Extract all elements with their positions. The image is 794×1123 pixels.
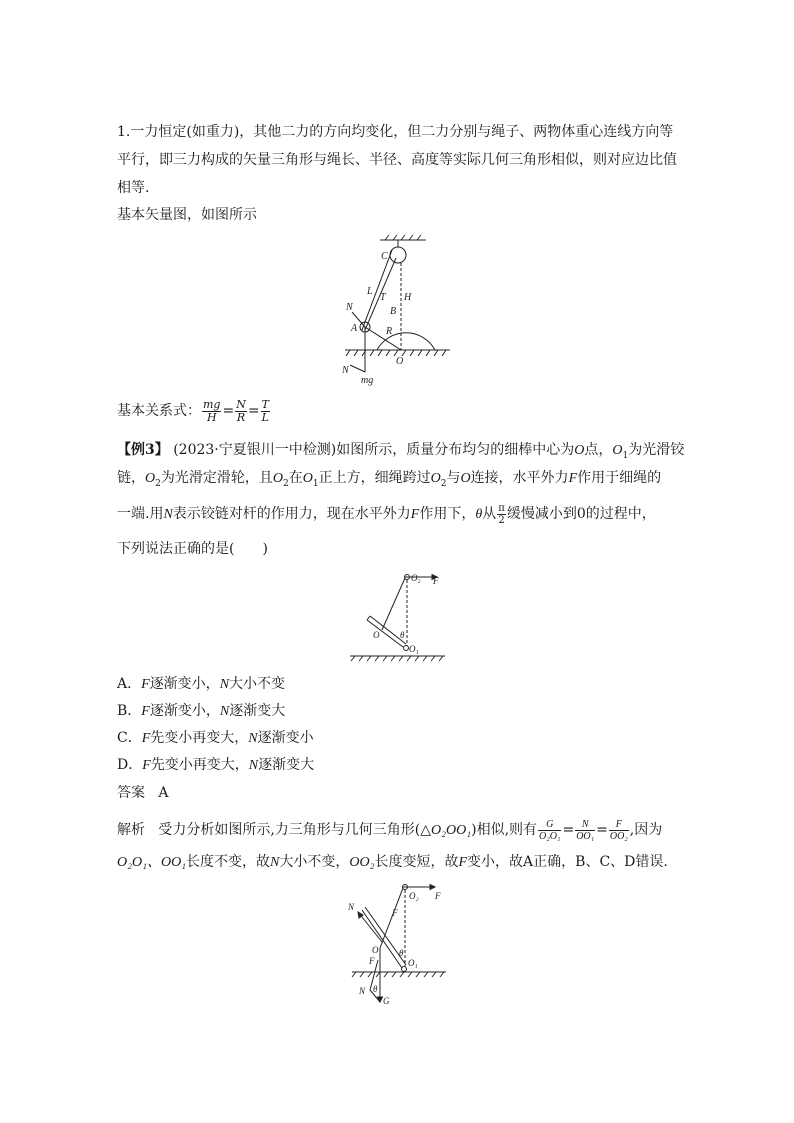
fraction-N-R: $\frac{N}{R}$ — [236, 397, 246, 424]
label-O2: O₂ — [409, 891, 419, 901]
hinge-O1 — [404, 646, 409, 651]
fraction-pi-over-2: $\frac{\pi}{2}$ — [498, 502, 505, 526]
example-line-3: 一端.用N表示铰链对杆的作用力，现在水平外力F作用下，θ从 $\frac{\pi}{2}$ 缓慢减小到0的过程中， — [117, 502, 656, 526]
label-N-lower: N — [359, 986, 366, 996]
fraction-G: $\frac{G}{\text{O₂O₁}}$ — [539, 818, 561, 842]
ceiling-hatch — [385, 235, 421, 240]
analysis-label: 解析 — [117, 822, 145, 838]
relation-prefix: 基本关系式： — [117, 403, 201, 419]
label-T: T — [380, 292, 386, 303]
radius-line — [365, 327, 401, 350]
pulley-circle — [390, 247, 406, 263]
label-L: L — [367, 286, 373, 297]
label-O: O — [373, 630, 380, 640]
label-theta: θ — [399, 948, 404, 958]
analysis-line-2: O₂O₁、OO₁长度不变，故N大小不变，OO₂长度变短，故F变小，故A正确，B、C、D错误. — [117, 854, 668, 870]
fraction-T-L: $\frac{T}{L}$ — [261, 397, 269, 424]
label-G: G — [383, 996, 390, 1006]
fraction-F: $\frac{F}{\text{OO₂}}$ — [609, 818, 628, 842]
label-N-top: N — [346, 302, 353, 313]
figure-force-analysis — [340, 880, 460, 1008]
label-H: H — [404, 292, 412, 303]
answer-label: 答案 — [117, 785, 145, 801]
intro-line-2: 平行，即三力构成的矢量三角形与绳长、半径、高度等实际几何三角形相似，则对应边比值 — [117, 152, 677, 168]
label-O: O — [396, 356, 404, 367]
label-N-bottom: N — [342, 365, 349, 376]
fraction-N: $\frac{N}{\text{OO₁}}$ — [576, 818, 595, 842]
figure-basic-vector-diagram — [340, 230, 460, 390]
label-C: C — [381, 251, 388, 262]
label-O: O — [372, 945, 379, 955]
answer — [117, 784, 168, 802]
fraction-mg-H: $\frac{mg}{H}$ — [203, 397, 221, 424]
label-A: A — [351, 323, 358, 334]
analysis-line-1: 解析 受力分析如图所示,力三角形与几何三角形(△O₂OO₁)相似,则有 $\frac{G}{\text{O₂O₁}}$ = $\frac{N}{\text{OO₁}}$ = $\frac{F}{\text{OO₂}}$ ,因为 — [117, 818, 663, 842]
basic-relation: 基本关系式： $\frac{mg}{H}$ = $\frac{N}{R}$ = $\frac{T}{L}$ — [117, 397, 269, 424]
example-line-2: 链，$O_2$为光滑定滑轮，且$O_2$在$O_1$正上方，细绳跨过$O_2$与O连接，水平外力F作用于细绳的 — [117, 470, 662, 489]
label-R: R — [386, 326, 393, 337]
example-line-4: 下列说法正确的是( ) — [117, 541, 268, 557]
rope-to-O — [382, 578, 405, 630]
option-b[interactable]: B．F逐渐变小，N逐渐变大 — [117, 703, 286, 719]
label-F-upper: F — [392, 908, 398, 918]
example-tag: 【例3】 — [117, 442, 169, 458]
example-line-1: 【例3】 (2023·宁夏银川一中检测)如图所示，质量分布均匀的细棒中心为O点，$O_1$为光滑铰 — [117, 442, 685, 461]
label-F-lower: F — [369, 956, 375, 966]
intro-line-3: 相等. — [117, 180, 150, 196]
label-theta: θ — [400, 630, 405, 640]
label-B: B — [390, 306, 397, 317]
answer-value: A — [158, 785, 169, 801]
label-theta-lower: θ — [373, 984, 378, 994]
rope-line — [380, 888, 403, 948]
option-a[interactable]: A．F逐渐变小，N大小不变 — [117, 676, 286, 692]
label-F-right: F — [435, 891, 441, 901]
label-mg: mg — [361, 375, 374, 386]
intro-line-1: 1.一力恒定(如重力)，其他二力的方向均变化，但二力分别与绳子、两物体重心连线方向等 — [117, 124, 674, 140]
label-O1: O₁ — [408, 958, 418, 968]
label-F: F — [433, 576, 439, 586]
label-N: N — [348, 902, 355, 912]
option-d[interactable]: D．F先变小再变大，N逐渐变大 — [117, 757, 315, 773]
label-O1: O₁ — [409, 644, 419, 654]
label-O2: O₂ — [411, 573, 421, 583]
option-c[interactable]: C．F先变小再变大，N逐渐变小 — [117, 730, 314, 746]
vector-caption: 基本矢量图，如图所示 — [117, 207, 257, 223]
figure-example-setup — [345, 570, 455, 662]
tension-closing-line — [350, 365, 365, 372]
